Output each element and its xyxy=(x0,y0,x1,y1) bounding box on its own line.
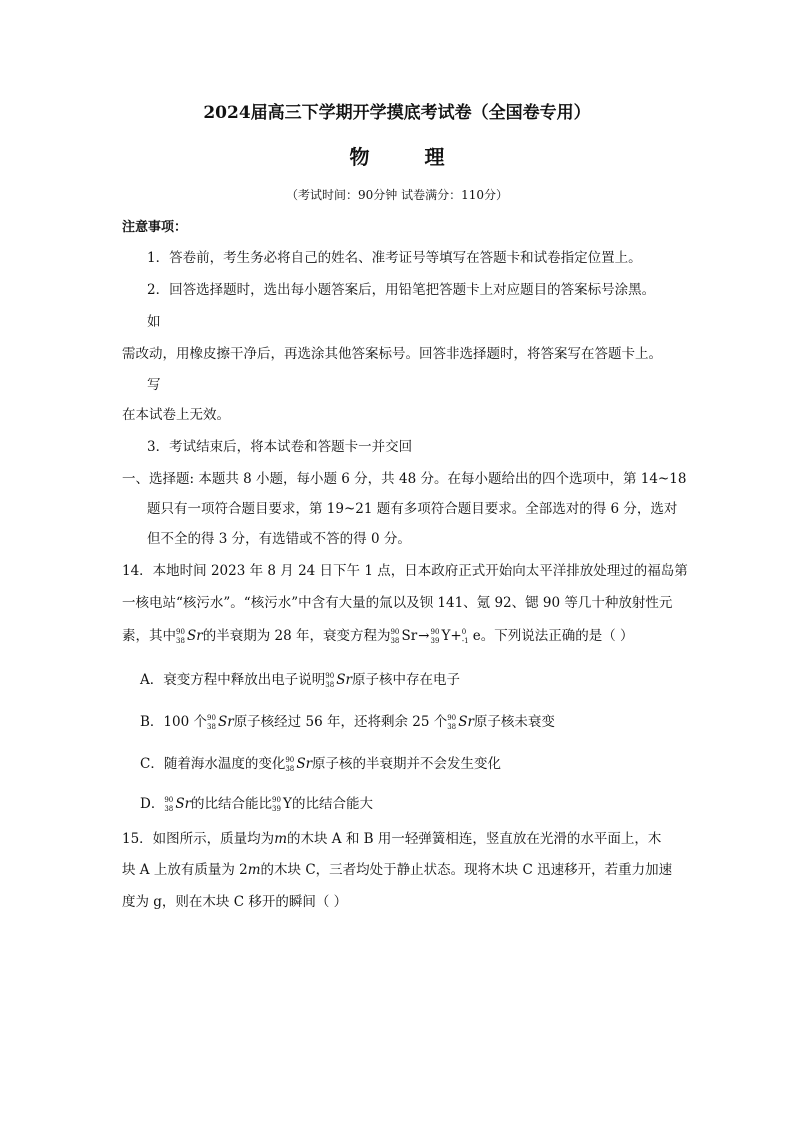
notice-item-2b: 如 xyxy=(147,314,161,330)
q14-option-b-mid: 原子核经过 56 年，还将剩余 25 个 xyxy=(233,714,448,730)
q14-option-c-post: 原子核的半衰期并不会发生变化 xyxy=(312,756,502,772)
option-d-y-nuclide: 90 39 xyxy=(272,795,281,813)
option-c-nuclide: 90 38 xyxy=(285,755,295,773)
option-d-nuclide: 90 38 xyxy=(164,795,174,813)
q14-option-b xyxy=(140,713,555,732)
notice-item-2c: 需改动，用橡皮擦干净后，再选涂其他答案标号。回答非选择题时，将答案写在答题卡上。 xyxy=(122,346,662,362)
q14-option-b-post: 原子核未衰变 xyxy=(473,714,555,730)
option-a-sr: Sr xyxy=(336,672,352,688)
sr-symbol: Sr xyxy=(187,628,203,644)
y-symbol: Y xyxy=(441,628,451,644)
q14-line3-mid1: 的半衰期为 28 年，衰变方程为 xyxy=(202,628,391,644)
e-nuclide-a-z: 0 -1 xyxy=(461,627,469,645)
e-symbol: e xyxy=(472,628,481,644)
q14-line-1: 14．本地时间 2023 年 8 月 24 日下午 1 点，日本政府正式开始向太平洋排放处理过的福岛第 xyxy=(122,563,688,579)
q14-option-c-pre: C．随着海水温度的变化 xyxy=(140,756,286,772)
option-d-sr: Sr xyxy=(175,796,192,812)
subject-title xyxy=(0,145,794,169)
exam-time-info: （考试时间：90分钟 试卷满分：110分） xyxy=(286,188,508,202)
option-b-nuclide: 90 38 xyxy=(206,713,216,731)
option-d-y: Y xyxy=(283,796,292,812)
q15-line-1 xyxy=(122,830,661,848)
q15-line-2 xyxy=(122,861,672,879)
q14-option-a-post: 原子核中存在电子 xyxy=(351,672,460,688)
sr-nuclide-a-z-2: 90 38 xyxy=(390,627,400,645)
q15-line2-post: 的木块 C，三者均处于静止状态。现将木块 C 迅速移开，若重力加速 xyxy=(260,862,673,878)
notice-item-2d: 写 xyxy=(147,377,161,393)
option-b-sr: Sr xyxy=(217,714,234,730)
section1-line-1: 一、选择题: 本题共 8 小题，每小题 6 分，共 48 分。在每小题给出的四个选项中，第 14~18 xyxy=(122,471,687,487)
subject-char-1: 物 xyxy=(349,145,370,169)
q14-option-d-post: 的比结合能大 xyxy=(291,796,373,812)
exam-title: 2024届高三下学期开学摸底考试卷（全国卷专用） xyxy=(203,103,591,123)
subject-char-2: 理 xyxy=(424,145,445,169)
sr-nuclide-a-z: 90 38 xyxy=(176,627,185,645)
option-b-nuclide-2: 90 38 xyxy=(447,713,457,731)
section1-line-2: 题只有一项符合题目要求，第 19~21 题有多项符合题目要求。全部选对的得 6 分，选对 xyxy=(147,501,678,517)
q15-line1-post: 的木块 A 和 B 用一轻弹簧相连，竖直放在光滑的水平面上，木 xyxy=(287,831,662,847)
q14-line-2: 一核电站“核污水”。“核污水”中含有大量的氚以及钡 141、氪 92、锶 90 等几十种放射性元 xyxy=(122,595,673,611)
notice-item-3: 3．考试结束后，将本试卷和答题卡一并交回 xyxy=(147,439,413,455)
q14-option-d-pre: D． xyxy=(140,796,165,812)
q14-option-d xyxy=(140,795,373,814)
q15-line2-pre: 块 A 上放有质量为 2 xyxy=(122,862,248,878)
q15-mass-symbol: m xyxy=(274,831,287,847)
option-b-sr-2: Sr xyxy=(458,714,474,730)
notice-item-1: 1．答卷前，考生务必将自己的姓名、准考证号等填写在答题卡和试卷指定位置上。 xyxy=(147,250,642,266)
q14-line3-end: 。下列说法正确的是（ ） xyxy=(480,628,634,644)
q14-option-b-pre: B．100 个 xyxy=(140,714,207,730)
q14-line3-pre: 素，其中 xyxy=(122,628,176,644)
q15-mass-symbol-2: m xyxy=(247,862,261,878)
y-nuclide-a-z: 90 39 xyxy=(430,627,440,645)
q14-option-c xyxy=(140,755,501,774)
section1-line-3: 但不全的得 3 分，有选错或不答的得 0 分。 xyxy=(147,531,411,547)
notice-item-2a: 2．回答选择题时，选出每小题答案后，用铅笔把答题卡上对应题目的答案标号涂黑。 xyxy=(147,282,656,298)
q14-line-3 xyxy=(122,627,634,646)
notice-heading: 注意事项： xyxy=(122,220,188,235)
q14-option-d-mid: 的比结合能比 xyxy=(191,796,273,812)
q15-line1-pre: 15．如图所示，质量均为 xyxy=(122,831,275,847)
q14-option-a xyxy=(140,671,460,690)
option-a-nuclide: 90 38 xyxy=(325,671,335,689)
q15-line-3: 度为 g，则在木块 C 移开的瞬间（ ） xyxy=(122,894,348,910)
decay-arrow: → xyxy=(418,628,430,644)
q14-option-a-pre: A．衰变方程中释放出电子说明 xyxy=(140,672,326,688)
option-c-sr: Sr xyxy=(296,756,313,772)
sr-symbol-2: Sr xyxy=(401,628,418,644)
notice-item-2e: 在本试卷上无效。 xyxy=(122,407,230,423)
plus-sign: + xyxy=(450,628,462,644)
